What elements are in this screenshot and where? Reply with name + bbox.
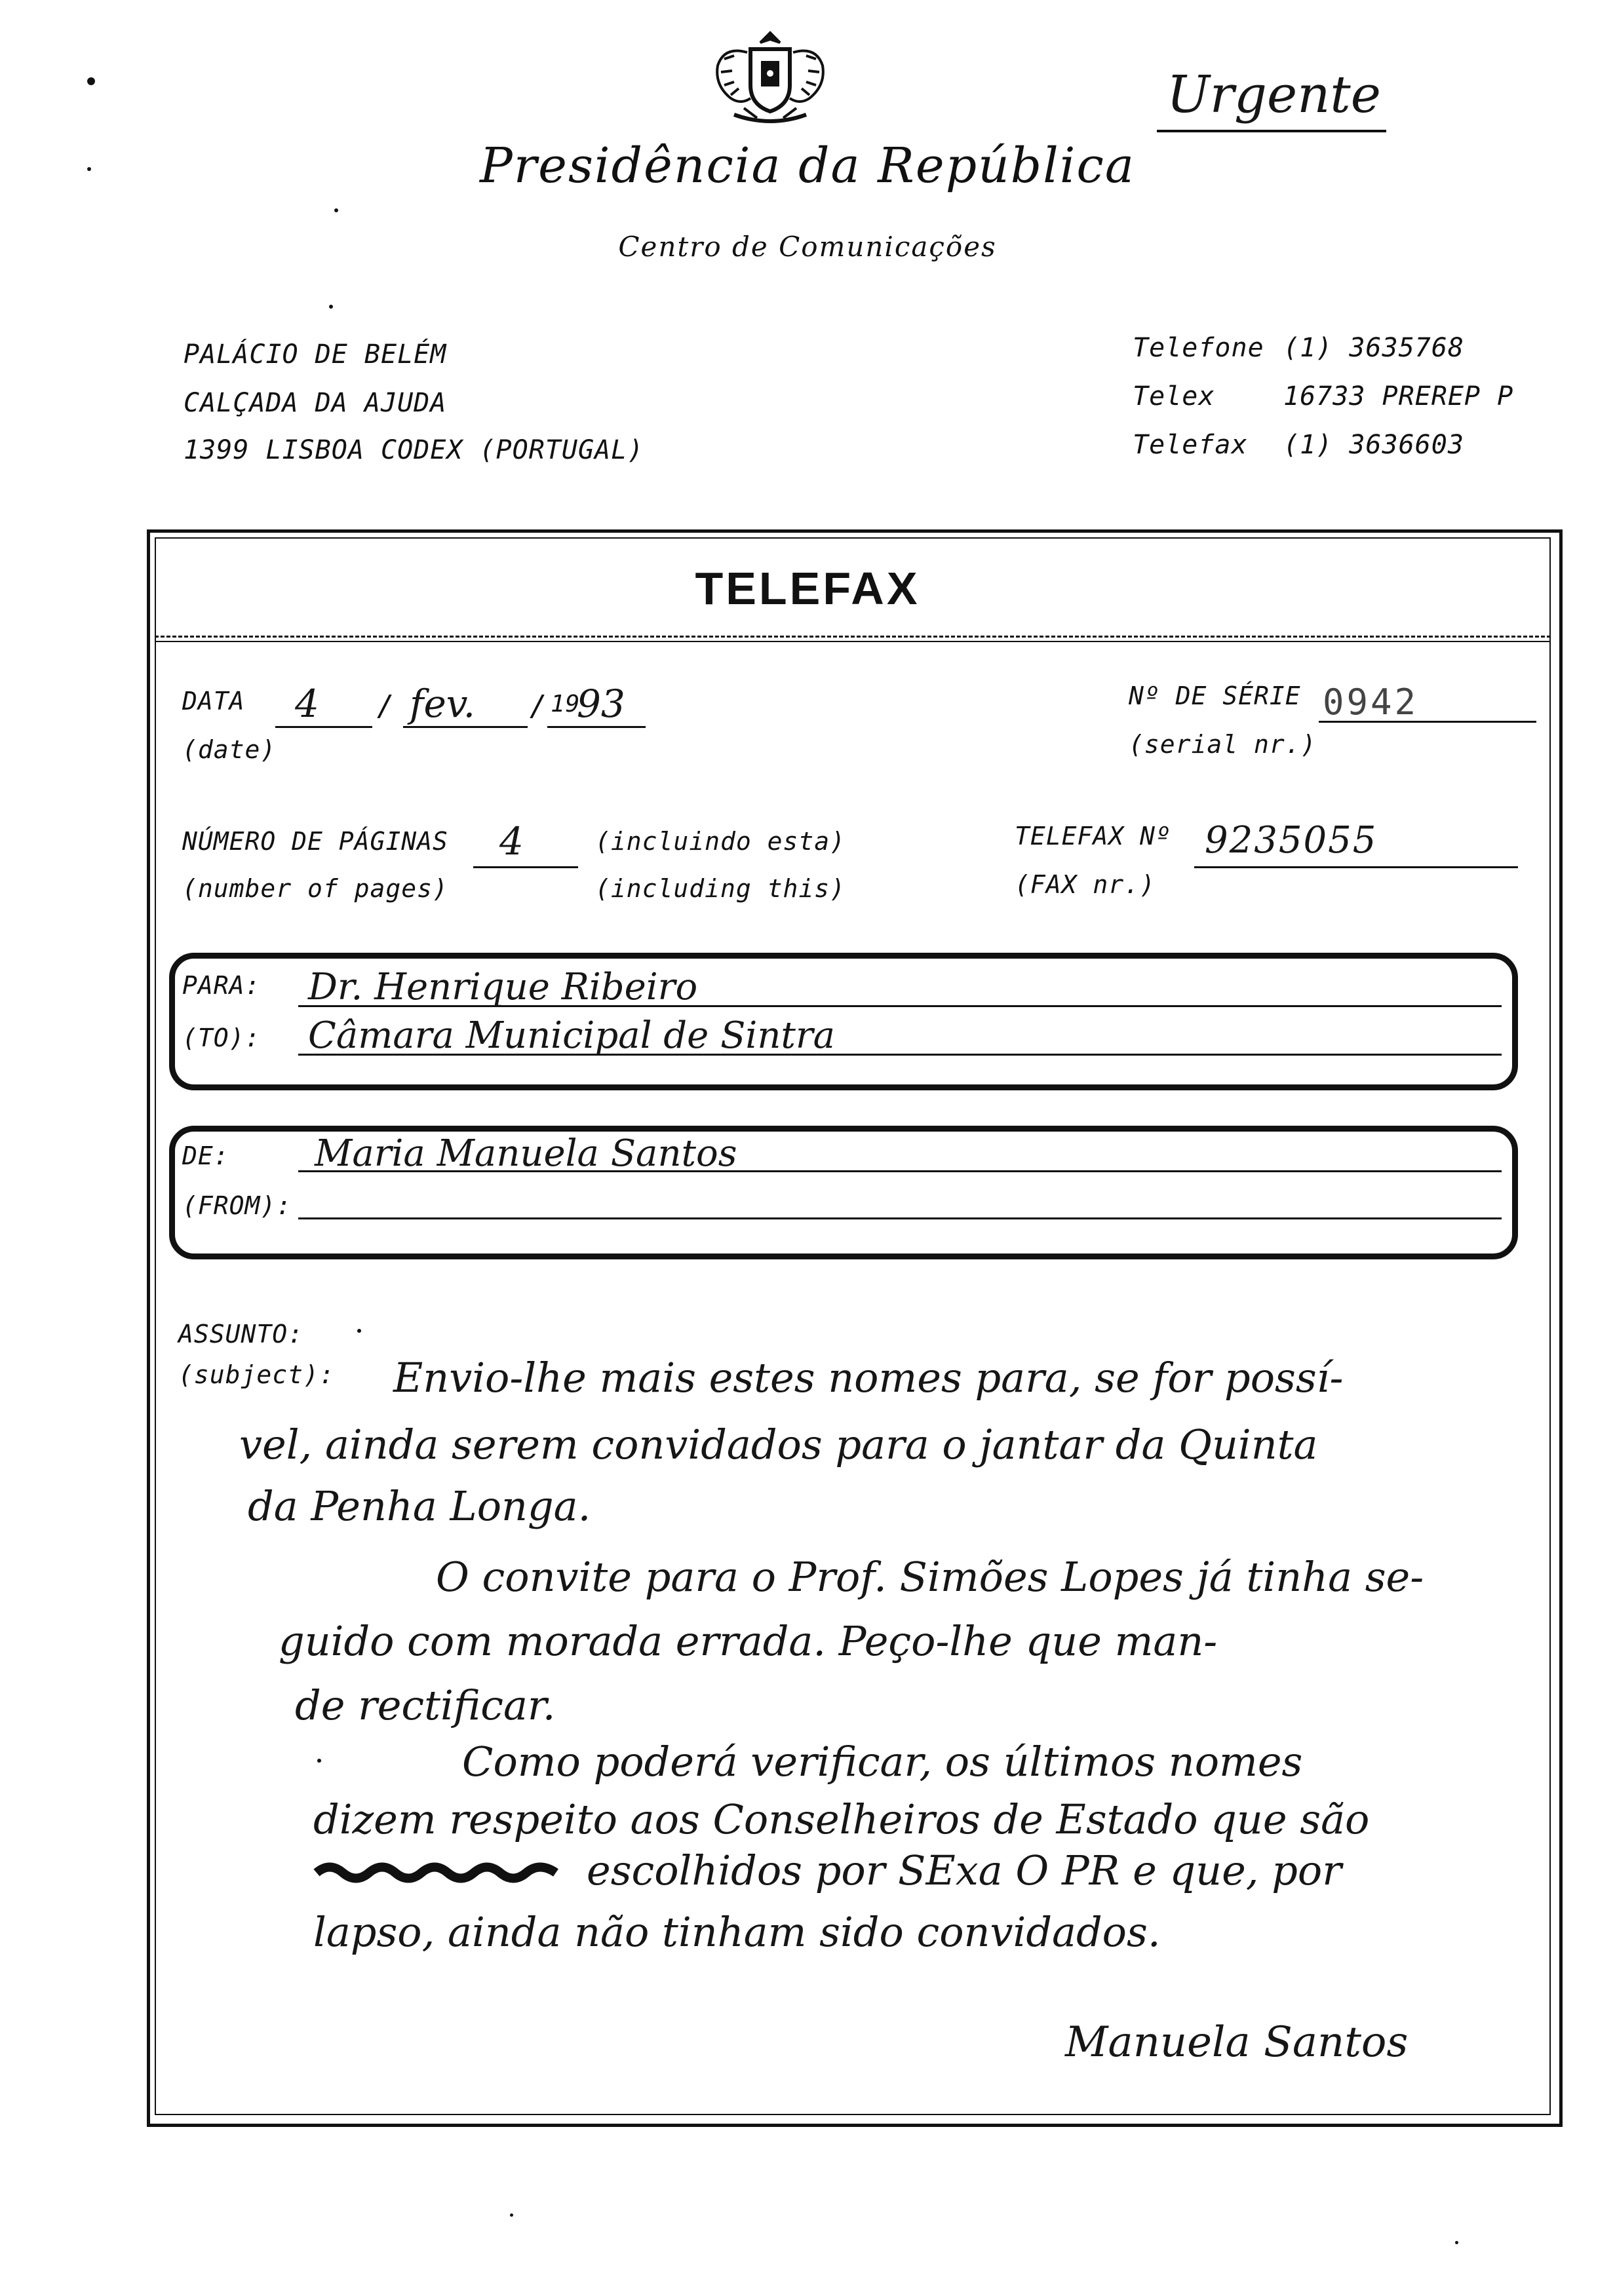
to-line-2 xyxy=(298,1054,1502,1056)
urgent-annotation: Urgente xyxy=(1167,66,1381,124)
institution-title: Presidência da República xyxy=(480,138,1135,194)
pages-line xyxy=(473,866,578,868)
date-label-en: (date) xyxy=(182,735,277,764)
body-line-8: dizem respeito aos Conselheiros de Estado que são xyxy=(313,1795,1370,1843)
body-line-2: vel, ainda serem convidados para o jantar da Quinta xyxy=(239,1421,1318,1468)
speck xyxy=(357,1329,361,1333)
serial-value: 0942 xyxy=(1323,681,1419,723)
date-month-line xyxy=(403,726,528,728)
pages-note-en: (including this) xyxy=(595,874,846,903)
urgent-underline xyxy=(1157,130,1386,132)
pages-label-en: (number of pages) xyxy=(182,874,448,903)
telefone-value: (1) 3635768 xyxy=(1283,333,1464,363)
department-subtitle: Centro de Comunicações xyxy=(618,231,997,263)
from-label: DE: xyxy=(182,1141,229,1170)
body-line-7: Como poderá verificar, os últimos nomes xyxy=(462,1738,1303,1786)
speck xyxy=(87,77,95,85)
telefone-label: Telefone xyxy=(1133,333,1264,363)
telex-label: Telex xyxy=(1133,381,1215,411)
to-label: PARA: xyxy=(182,971,261,1000)
body-line-1: Envio-lhe mais estes nomes para, se for possí- xyxy=(393,1354,1344,1402)
speck xyxy=(317,1759,321,1763)
pages-value: 4 xyxy=(499,819,524,864)
to-label-en: (TO): xyxy=(182,1024,261,1052)
serial-line xyxy=(1319,721,1536,723)
date-label: DATA xyxy=(182,687,245,716)
from-label-en: (FROM): xyxy=(182,1191,292,1220)
date-year-prefix: 19 xyxy=(551,691,581,718)
date-slash-1: / xyxy=(377,689,395,723)
serial-label-en: (serial nr.) xyxy=(1129,730,1317,759)
speck xyxy=(1455,2241,1458,2244)
scribbled-out-word xyxy=(313,1858,562,1885)
body-line-5: guido com morada errada. Peço-lhe que man- xyxy=(279,1617,1218,1665)
date-year: 93 xyxy=(577,681,625,726)
from-line-2 xyxy=(298,1217,1502,1219)
subject-label-en: (subject): xyxy=(178,1360,335,1389)
date-slash-2: / xyxy=(530,689,548,723)
pages-label: NÚMERO DE PÁGINAS xyxy=(182,827,448,856)
speck xyxy=(334,208,338,212)
to-name: Dr. Henrique Ribeiro xyxy=(308,966,698,1008)
form-title: TELEFAX xyxy=(695,563,920,614)
title-divider xyxy=(155,636,1551,638)
body-line-6: de rectificar. xyxy=(295,1681,556,1729)
date-year-line xyxy=(547,726,646,728)
body-line-4: O convite para o Prof. Simões Lopes já tinha se- xyxy=(436,1553,1424,1601)
date-day: 4 xyxy=(295,681,319,726)
address-line-1: PALÁCIO DE BELÉM xyxy=(184,339,447,370)
speck xyxy=(510,2213,513,2217)
date-month: fev. xyxy=(410,681,476,726)
date-day-line xyxy=(275,726,372,728)
signature: Manuela Santos xyxy=(1065,2018,1409,2067)
body-line-9: escolhidos por SExa O PR e que, por xyxy=(587,1846,1342,1894)
from-line-1 xyxy=(298,1170,1502,1172)
title-divider-2 xyxy=(155,641,1551,642)
to-line-1 xyxy=(298,1005,1502,1007)
speck xyxy=(329,305,333,309)
subject-label: ASSUNTO: xyxy=(178,1320,304,1349)
fax-number-label: TELEFAX Nº xyxy=(1015,822,1171,851)
address-line-3: 1399 LISBOA CODEX (PORTUGAL) xyxy=(184,435,644,465)
telex-value: 16733 PREREP P xyxy=(1283,381,1514,411)
to-organization: Câmara Municipal de Sintra xyxy=(308,1014,836,1057)
telefax-value: (1) 3636603 xyxy=(1283,430,1464,460)
fax-number-value: 9235055 xyxy=(1205,819,1378,862)
serial-label: Nº DE SÉRIE xyxy=(1129,681,1301,710)
body-line-10: lapso, ainda não tinham sido convidados. xyxy=(313,1908,1161,1956)
pages-note: (incluindo esta) xyxy=(595,827,846,856)
fax-number-line xyxy=(1194,866,1518,868)
body-line-3: da Penha Longa. xyxy=(248,1482,591,1530)
fax-number-label-en: (FAX nr.) xyxy=(1015,870,1156,899)
coat-of-arms-icon xyxy=(705,20,836,128)
address-line-2: CALÇADA DA AJUDA xyxy=(184,388,447,418)
telefax-label: Telefax xyxy=(1133,430,1248,460)
from-name: Maria Manuela Santos xyxy=(315,1132,737,1175)
